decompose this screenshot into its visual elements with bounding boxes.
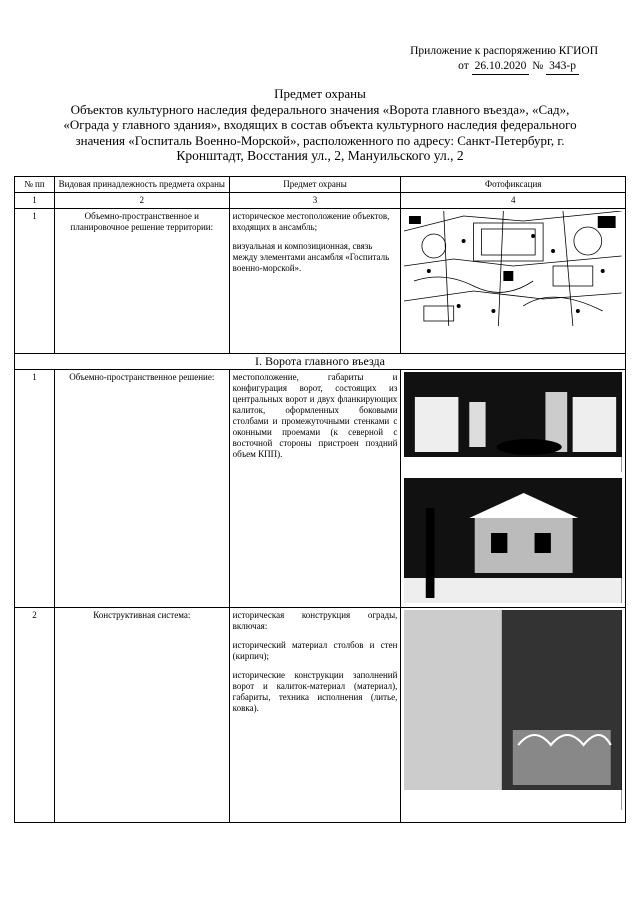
section-row — [15, 354, 626, 370]
section-title: I. Ворота главного въезда — [15, 354, 626, 370]
row1-photo-cell — [401, 209, 626, 354]
appendix-ot: от — [458, 60, 469, 72]
gate-photo-1 — [404, 372, 622, 472]
row3-para1: историческая конструкция ограды, включая: — [232, 610, 398, 631]
appendix-line1: Приложение к распоряжению КГИОП — [410, 45, 598, 57]
row3-para3: исторические конструкции заполнений ворот и калиток-материал (материал), габариты, техника исполнения (литье, ковка). — [232, 670, 398, 713]
document-title — [40, 86, 600, 164]
colnum-1: 1 — [15, 193, 55, 209]
row2-subject: местоположение, габариты и конфигурация ворот, состоящих из центральных ворот и двух фланкирующих калиток, оформленных боковыми столбами и промежуточными стенками с оконными проемами (к северной с восточной стороны пристроен поздний объем КПП). — [229, 370, 401, 608]
header-photo: Фотофиксация — [401, 177, 626, 193]
row1-para2: визуальная и композиционная, связь между элементами ансамбля «Госпиталь военно-морской». — [232, 241, 390, 273]
title-line4: значения «Госпиталь Военно-Морской», расположенного по адресу: Санкт-Петербург, г. — [75, 132, 565, 148]
column-number-row — [15, 193, 626, 209]
header-subject: Предмет охраны — [229, 177, 401, 193]
title-line5: Кронштадт, Восстания ул., 2, Мануильского ул., 2 — [176, 148, 464, 163]
protection-table — [14, 176, 626, 823]
row2-num: 1 — [15, 370, 55, 608]
title-line3: «Ограда у главного здания», входящих в состав объекта культурного наследия федерального — [63, 117, 577, 132]
title-line1: Предмет охраны — [274, 86, 366, 101]
colnum-3: 3 — [229, 193, 401, 209]
row1-num: 1 — [15, 209, 55, 354]
row1-subject — [229, 209, 401, 354]
table-row — [15, 608, 626, 823]
table-header-row — [15, 177, 626, 193]
site-plan-map-image — [404, 211, 622, 326]
row2-type: Объемно-пространственное решение: — [54, 370, 229, 608]
row1-para1: историческое местоположение объектов, входящих в ансамбль; — [232, 211, 390, 232]
table-row — [15, 209, 626, 354]
table-row — [15, 370, 626, 608]
row3-num: 2 — [15, 608, 55, 823]
row3-type: Конструктивная система: — [54, 608, 229, 823]
appendix-date: 26.10.2020 — [472, 59, 530, 75]
appendix-line2 — [410, 59, 598, 75]
row2-photo-cell — [401, 370, 626, 608]
appendix-number: 343-р — [546, 59, 579, 75]
row3-subject — [229, 608, 401, 823]
row1-type: Объемно-пространственное и планировочное решение территории: — [54, 209, 229, 354]
gate-photo-2 — [404, 478, 622, 603]
row3-para2: исторический материал столбов и стен (кирпич); — [232, 640, 398, 661]
title-line2: Объектов культурного наследия федерального значения «Ворота главного въезда», «Сад», — [70, 101, 570, 117]
fence-photo — [404, 610, 622, 810]
header-type: Видовая принадлежность предмета охраны — [54, 177, 229, 193]
colnum-2: 2 — [54, 193, 229, 209]
row3-photo-cell — [401, 608, 626, 823]
appendix-header — [410, 44, 598, 75]
colnum-4: 4 — [401, 193, 626, 209]
header-num: № пп — [15, 177, 55, 193]
appendix-no: № — [532, 60, 544, 72]
